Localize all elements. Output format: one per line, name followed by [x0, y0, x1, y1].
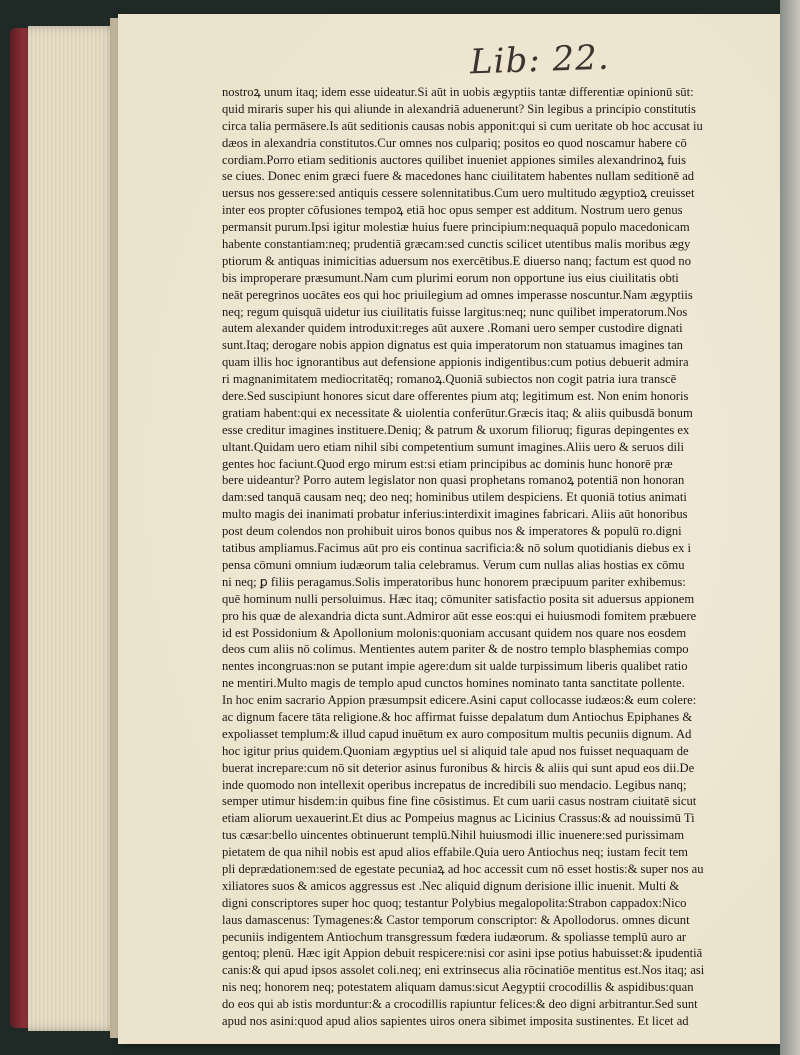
- text-line: digni conscriptores super hoc quoq; testantur Polybius megalopolita:Strabon cappadox:Nico: [222, 895, 687, 910]
- background-edge: [780, 0, 800, 1055]
- text-line: quam illis hoc ignorantibus aut defensione appionis indigentibus:cum potius debuerit admira: [222, 355, 689, 370]
- text-line: hoc igitur prius quidem.Quoniam ægyptius uel si aliquid tale apud nos fuisset nequaquam de: [222, 743, 689, 758]
- text-line: nostroꝝ unum itaq; idem esse uideatur.Si aūt in uobis ægyptiis tantæ differentiæ opinionū sūt:: [222, 85, 694, 99]
- text-line: ac dignum facere tāta religione.& hoc affirmat fuisse depalatum dum Antiochus Epiphanes &: [222, 709, 693, 724]
- text-line: dere.Sed suscipiunt honores sicut dare offerentes pium atq; legitimum est. Non enim honoris: [222, 389, 689, 404]
- page-heading: Lib: 22.: [469, 37, 611, 83]
- text-line: etiam aliorum uexauerint.Et dius ac Pompeius magnus ac Licinius Crassus:& ad nouissimū Ti: [222, 811, 695, 826]
- text-line: pecuniis indigentem Antiochum transgressum fœdera iudæorum. & spoliasse templū auro ar: [222, 929, 687, 944]
- text-line: uersus nos gessere:sed antiquis cessere solennitatibus.Cum uero multitudo ægyptioꝝ creuisset: [222, 186, 695, 201]
- text-line: expoliasset templum:& illud capud inuētum ex auro compositum multis pecuniis dignum. Ad: [222, 726, 692, 741]
- text-line: post deum colendos non prohibuit uiros bonos quibus nos & imperatores & populū ro.digni: [222, 524, 682, 539]
- text-line: gentoq; plenū. Hæc igit Appion debuit respicere:nisi cor asini ipse potius habuisset:& ipudentiā: [222, 946, 703, 961]
- text-line: buerat increpare:cum nō sit deterior asinus furonibus & hircis & aliis qui sunt apud eos dii.De: [222, 760, 695, 775]
- text-line: xiliatores suos & amicos aggressus est .Nec aliquid dignum derisione illic inuenit. Multi &: [222, 878, 680, 893]
- text-line: nis neq; honorem neq; potestatem aliquam damus:sicut Aegyptii crocodillis & aspidibus:quan: [222, 980, 694, 995]
- text-line: ultant.Quidam uero etiam nihil sibi competentium sumunt imagines.Aliis uero & seruos dili: [222, 439, 685, 454]
- text-block: [222, 84, 762, 1030]
- text-line: deos cum aliis nō colimus. Mentientes autem pariter & de nostro templo blasphemias compo: [222, 642, 689, 657]
- text-line: quid miraris super his qui aliunde in alexandriā aduenerunt? Sin legibus a principio constitutis: [222, 101, 696, 116]
- text-line: neq; regum quisquā uidetur ius ciuilitatis fuisse largitus:neq; nunc quilibet imperatorum.Nos: [222, 304, 688, 319]
- text-line: semper utimur hisdem:in quibus fine fine cōsistimus. Et cum uarii casus nostram ciuitatē sicut: [222, 794, 697, 809]
- text-line: laus damascenus: Tymagenes:& Castor temporum conscriptor: & Apollodorus. omnes dicunt: [222, 912, 690, 927]
- text-line: ptiorum & antiquas inimicitias aduersum nos exercētibus.E diuerso nanq; factum est quod no: [222, 253, 692, 268]
- text-line: bere uideantur? Porro autem legislator non quasi prophetans romanoꝝ potentiā non honoran: [222, 473, 685, 488]
- text-line: In hoc enim sacrario Appion præsumpsit edicere.Asini caput collocasse iudæos:& eum colere:: [222, 693, 697, 708]
- text-line: nentes incongruas:non se putant impie agere:dum sit ualde turpissimum liberis qualibet ratio: [222, 659, 688, 674]
- text-line: circa talia permāsere.Is aūt seditionis causas nobis apponit:qui si cum ueritate ob hoc accusat iu: [222, 118, 703, 133]
- text-line: pli deprædationem:sed de egestate pecuniaꝝ ad hoc accessit cum nō esset hostis:& super nos au: [222, 861, 704, 876]
- text-line: ni neq; ꝑ filiis peragamus.Solis imperatoribus hunc honorem præcipuum pariter exhibemus:: [222, 574, 686, 589]
- text-line: tus cæsar:bello uincentes obtinuerunt templū.Nihil huiusmodi illic inuenere:sed purissimam: [222, 828, 685, 843]
- page-edges: [28, 26, 118, 1031]
- text-line: pensa cōmuni omnium iudæorum talia celebramus. Verum cum nullas alias hostias ex cōmu: [222, 557, 685, 572]
- text-line: do eos qui ab istis morduntur:& a crocodillis rapiuntur felices:& deo digni arbitrantur.Sed sunt: [222, 997, 698, 1012]
- text-line: multo magis dei inanimati probatur inferius:interdixit imagines fabricari. Aliis aūt honoribus: [222, 507, 688, 522]
- text-line: ne mentiri.Multo magis de templo apud cunctos homines nominato tanta sanctitate pollente.: [222, 676, 685, 691]
- text-line: sunt.Itaq; derogare nobis appion dignatus est quia imperatorum non statuamus imagines tan: [222, 338, 683, 353]
- text-line: apud nos asini:quod apud alios sapientes uiros onera sibimet imposita sustinentes. Et licet ad: [222, 1013, 689, 1028]
- text-line: gentes hoc faciunt.Quod ergo mirum est:si etiam principibus ac dominis hunc honorē præ: [222, 456, 673, 471]
- text-line: esse creditur imagines instituere.Deniq; & patrum & uxorum filioruq; figuras depingentes ex: [222, 422, 690, 437]
- text-line: dam:sed tanquā causam neq; deo neq; hominibus utilem despiciens. Et quoniā totius animati: [222, 490, 687, 505]
- text-line: dæos in alexandria constitutos.Cur omnes nos culpariq; positos eo quod noscamur habere cō: [222, 135, 687, 150]
- text-line: pietatem de qua nihil nobis est apud alios effabile.Quia uero Antiochus neq; iustam fecit tem: [222, 845, 688, 860]
- text-line: habente constantiam:neq; prudentiā græcam:sed cunctis scilicet utentibus malis moribus ægy: [222, 237, 691, 252]
- text-line: gratiam habent:qui ex necessitate & uiolentia conferūtur.Græcis itaq; & aliis quibusdā bonum: [222, 405, 693, 420]
- text-line: quē hominum nulli persoluimus. Hæc itaq; cōmuniter satisfactio posita sit aduersus appionem: [222, 591, 695, 606]
- text-line: inde quomodo non intellexit operibus increpatus de incredibili suo mendacio. Legibus nanq;: [222, 777, 687, 792]
- text-line: permansit purum.Ipsi igitur molestiæ huius fuere principium:nequaquā populo macedonicam: [222, 220, 690, 235]
- text-line: id est Possidonium & Apollonium molonis:quoniam accusant quidem nos quare nos eosdem: [222, 625, 687, 640]
- text-line: se ciues. Donec enim græci fuere & macedones hanc ciuilitatem habentes nullam seditionē ad: [222, 169, 695, 184]
- text-line: pro his quæ de alexandria dicta sunt.Admiror aūt esse eos:qui ei huiusmodi fomitem præbuere: [222, 608, 697, 623]
- text-line: bis improperare præsumunt.Nam cum plurimi eorum non opportune ius eius ciuilitatis obti: [222, 270, 679, 285]
- text-line: neāt peregrinos uocātes eos qui hoc priuilegium ad omnes imperasse noscuntur.Nam ægyptiis: [222, 287, 693, 302]
- text-line: ri magnanimitatem mediocritatēq; romanoꝝ.Quoniā subiectos non cogit patria iura transcē: [222, 372, 677, 387]
- text-line: cordiam.Porro etiam seditionis auctores quilibet inueniet appiones similes alexandrinoꝝ fuis: [222, 152, 687, 167]
- text-line: autem alexander quidem introduxit:reges aūt auxere .Romani uero semper custodire dignati: [222, 321, 683, 336]
- text-line: tatibus ampliamus.Facimus aūt pro eis continua sacrificia:& nō solum quotidianis diebus ex i: [222, 541, 692, 556]
- text-line: inter eos propter cōfusiones tempoꝝ etiā hoc opus semper est additum. Nostrum uero genus: [222, 203, 683, 218]
- text-line: canis:& qui apud ipsos assolet coli.neq; eni extrinsecus alia rōcinatiōe mentitus est.Nos itaq; asi: [222, 963, 705, 978]
